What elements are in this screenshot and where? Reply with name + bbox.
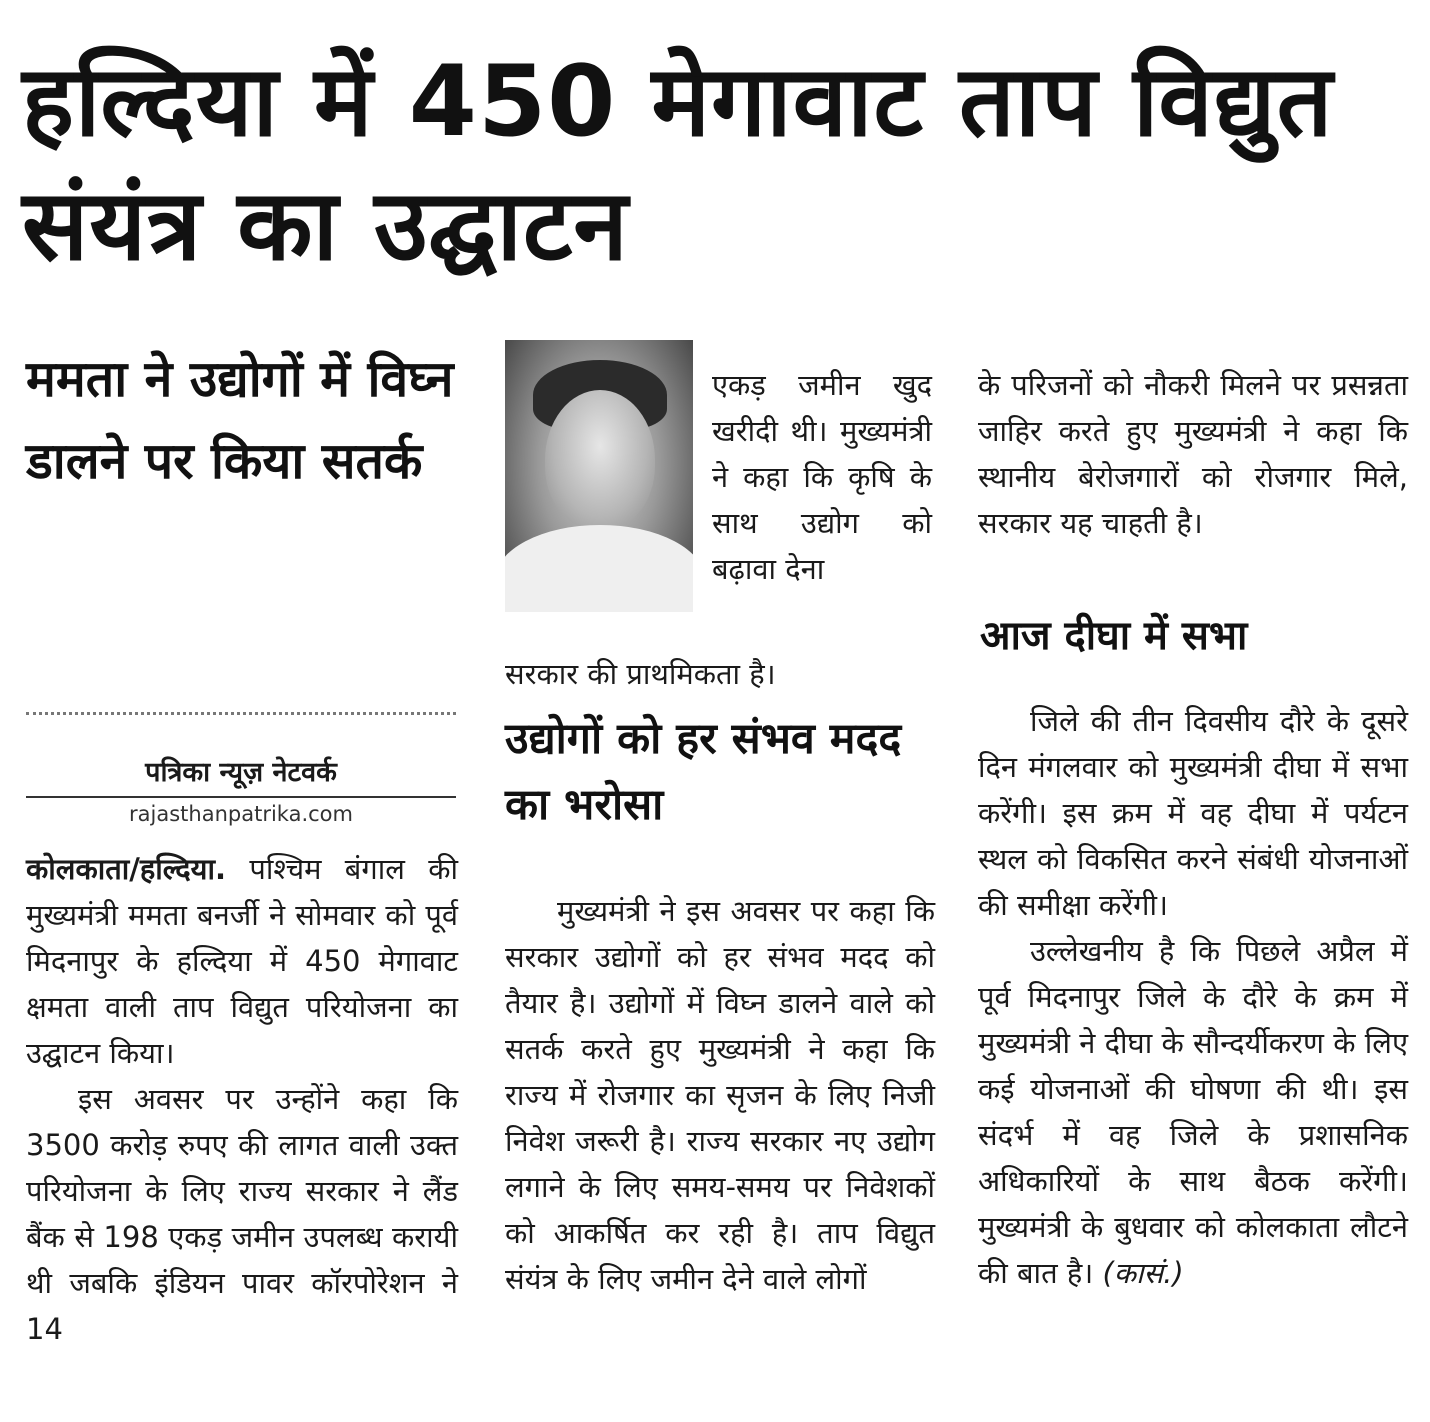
column-3-paragraph-2: जिले की तीन दिवसीय दौरे के दूसरे दिन मंगलवार को मुख्यमंत्री दीघा में सभा करेंगी। इस क्रम में वह दीघा में पर्यटन स्थल को विकसित करने संबंधी योजनाओं की समीक्षा करेंगी।: [978, 704, 1408, 922]
photo-face: [545, 390, 655, 530]
column-1: [26, 846, 458, 1352]
column-2-below-photo-text: सरकार की प्राथमिकता है।: [505, 657, 776, 691]
column-3-paragraph-1: के परिजनों को नौकरी मिलने पर प्रसन्नता जाहिर करते हुए मुख्यमंत्री ने कहा कि स्थानीय बेरोजगारों को रोजगार मिले, सरकार यह चाहती है।: [978, 368, 1408, 540]
photo-shawl: [505, 525, 693, 612]
column-3-top: [978, 362, 1408, 546]
website-credit: rajasthanpatrika.com: [129, 802, 353, 826]
column-3-paragraph-3: [978, 928, 1408, 1296]
reporter-credit: (कासं.): [1102, 1256, 1184, 1290]
headline: हल्दिया में 450 मेगावाट ताप विद्युत संयंत्र का उद्घाटन: [22, 45, 1334, 283]
dateline: कोलकाता/हल्दिया.: [26, 852, 227, 886]
byline: पत्रिका न्यूज़ नेटवर्क: [145, 757, 337, 788]
subheadline: ममता ने उद्योगों में विघ्न डालने पर किया सतर्क: [26, 350, 454, 490]
column-2-body-text: मुख्यमंत्री ने इस अवसर पर कहा कि सरकार उद्योगों को हर संभव मदद को तैयार है। उद्योगों में विघ्न डालने वाले को सतर्क करते हुए मुख्यमंत्री ने कहा कि राज्य में रोजगार का सृजन के लिए निजी निवेश जरूरी है। राज्य सरकार नए उद्योग लगाने के लिए समय-समय पर निवेशकों को आकर्षित कर रही है। ताप विद्युत संयंत्र के लिए जमीन देने वाले लोगों: [505, 894, 935, 1296]
column-3-paragraph-3-text: उल्लेखनीय है कि पिछले अप्रैल में पूर्व मिदनापुर जिले के दौरे के क्रम में मुख्यमंत्री ने दीघा के सौन्दर्यीकरण के लिए कई योजनाओं की घोषणा की थी। इस संदर्भ में वह जिले के प्रशासनिक अधिकारियों के साथ बैठक करेंगी। मुख्यमंत्री के बुधवार को कोलकाता लौटने की बात है।: [978, 934, 1408, 1290]
byline-rule: [26, 796, 456, 798]
column-2-body: [505, 888, 935, 1302]
portrait-photo: [505, 340, 693, 612]
dotted-divider: [26, 712, 456, 715]
column-1-paragraph-1-text: पश्चिम बंगाल की मुख्यमंत्री ममता बनर्जी ने सोमवार को पूर्व मिदनापुर के हल्दिया में 450 मेगावाट क्षमता वाली ताप विद्युत परियोजना का उद्घाटन किया।: [26, 852, 458, 1070]
column-2-beside-photo: [712, 362, 932, 592]
column-3-subheading: आज दीघा में सभा: [980, 613, 1248, 659]
column-1-paragraph-2: इस अवसर पर उन्होंने कहा कि 3500 करोड़ रुपए की लागत वाली उक्त परियोजना के लिए राज्य सरकार ने लैंड बैंक से 198 एकड़ जमीन उपलब्ध करायी थी जबकि इंडियन पावर कॉरपोरेशन ने 14: [26, 1082, 458, 1346]
column-3-body: [978, 698, 1408, 1296]
column-2-subheading: उद्योगों को हर संभव मदद का भरोसा: [505, 714, 902, 830]
column-2-below-photo: [505, 651, 933, 697]
column-2-beside-photo-text: एकड़ जमीन खुद खरीदी थी। मुख्यमंत्री ने कहा कि कृषि के साथ उद्योग को बढ़ावा देना: [712, 368, 932, 586]
column-1-paragraph-1: [26, 846, 458, 1076]
